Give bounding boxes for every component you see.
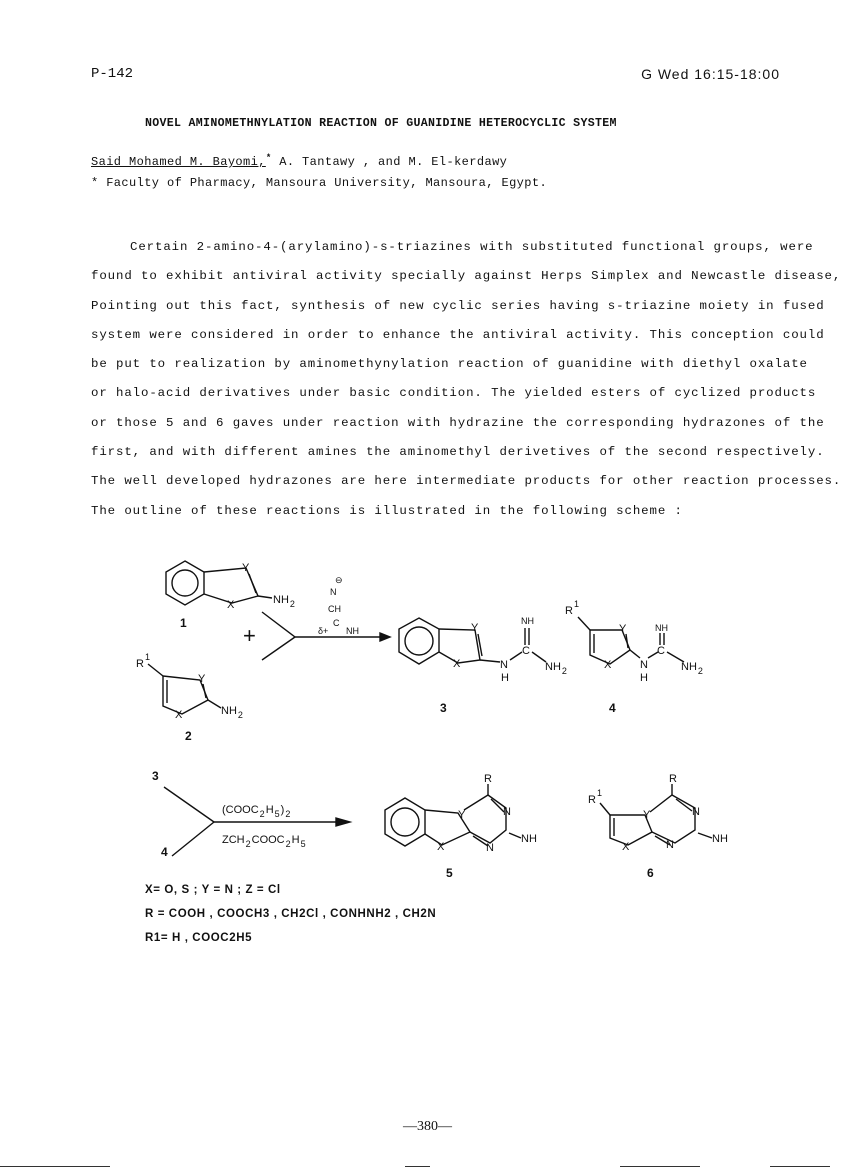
coauthors: A. Tantawy , and M. El-kerdawy bbox=[271, 155, 508, 169]
reagent-charge: δ+ bbox=[318, 626, 329, 636]
body-line: or halo-acid derivatives under basic condition. The yielded esters of cyclized products bbox=[91, 386, 817, 401]
reagent-atom: CH bbox=[328, 604, 341, 614]
compound-label-6: 6 bbox=[647, 866, 654, 880]
subscript: 5 bbox=[300, 839, 306, 849]
body-line: Certain 2-amino-4-(arylamino)-s-triazines with substituted functional groups, were bbox=[130, 240, 814, 254]
body-line: Pointing out this fact, synthesis of new cyclic series having s-triazine moiety in fused bbox=[91, 298, 825, 313]
atom-y: Y bbox=[643, 809, 651, 821]
affiliation-mark: * bbox=[265, 153, 272, 163]
group-r: R bbox=[484, 773, 492, 785]
group-r1 bbox=[136, 652, 150, 670]
subscript: 2 bbox=[561, 666, 567, 676]
group-text: R bbox=[565, 605, 573, 617]
compound-4-structure bbox=[565, 599, 703, 715]
reagent-haloester bbox=[222, 834, 306, 849]
body-line: system were considered in order to enhance the antiviral activity. This conception could bbox=[91, 327, 825, 342]
group-nh: NH bbox=[712, 833, 728, 845]
paper-title: NOVEL AMINOMETHNYLATION REACTION OF GUANIDINE HETEROCYCLIC SYSTEM bbox=[145, 117, 617, 130]
body-line: be put to realization by aminomethynylation reaction of guanidine with diethyl oxalate bbox=[91, 357, 808, 372]
subscript: 2 bbox=[285, 809, 291, 819]
atom-y: Y bbox=[471, 622, 479, 634]
subscript: 5 bbox=[274, 809, 280, 819]
reagent-atom: N bbox=[330, 587, 337, 597]
atom-c: C bbox=[522, 645, 530, 657]
group-text: R bbox=[136, 658, 144, 670]
reagent-group: NH bbox=[346, 626, 359, 636]
abstract-code: P-142 bbox=[91, 66, 134, 82]
body-line: The well developed hydrazones are here intermediate products for other reaction processes. bbox=[91, 474, 842, 489]
subscript: 2 bbox=[289, 599, 295, 609]
group-text: NH bbox=[545, 661, 561, 673]
compound-3-structure bbox=[399, 616, 567, 715]
reagent-charge: ⊖ bbox=[335, 575, 343, 585]
plus-sign: + bbox=[243, 623, 256, 648]
group-nh2 bbox=[545, 661, 567, 676]
body-line: first, and with different amines the aminomethyl derivetives of the second respectively. bbox=[91, 445, 825, 460]
atom-h: H bbox=[501, 672, 509, 684]
page-number: —380— bbox=[403, 1119, 452, 1134]
group-nh: NH bbox=[521, 616, 534, 626]
atom-y: Y bbox=[458, 809, 466, 821]
reagent-atom: C bbox=[333, 618, 340, 628]
atom-x: X bbox=[175, 709, 183, 721]
atom-n: N bbox=[640, 659, 648, 671]
compound-label-5: 5 bbox=[446, 866, 453, 880]
atom-x: X bbox=[453, 658, 461, 670]
compound-label-4: 4 bbox=[609, 701, 616, 715]
group-nh2 bbox=[273, 594, 295, 609]
body-line: found to exhibit antiviral activity specially against Herps Simplex and Newcastle disease, bbox=[91, 269, 842, 284]
scan-edge-line bbox=[405, 1166, 430, 1167]
atom-x: X bbox=[437, 841, 445, 853]
atom-x: X bbox=[227, 599, 235, 611]
atom-n: N bbox=[486, 842, 494, 854]
group-nh: NH bbox=[521, 833, 537, 845]
reactant-label-4: 4 bbox=[161, 845, 168, 859]
reagent-part: COOC bbox=[251, 834, 285, 846]
atom-n: N bbox=[500, 659, 508, 671]
atom-x: X bbox=[604, 659, 612, 671]
body-line: or those 5 and 6 gaves under reaction with hydrazine the corresponding hydrazones of the bbox=[91, 415, 825, 430]
atom-n: N bbox=[692, 806, 700, 818]
author-presenting: Said Mohamed M. Bayomi, bbox=[91, 155, 266, 169]
affiliation: * Faculty of Pharmacy, Mansoura University, Mansoura, Egypt. bbox=[91, 176, 548, 190]
reagent-part: (COOC bbox=[222, 804, 259, 816]
group-text: R bbox=[588, 794, 596, 806]
reagent-diethyl-oxalate bbox=[222, 804, 290, 819]
legend-r: R = COOH , COOCH3 , CH2Cl , CONHNH2 , CH2N bbox=[145, 908, 437, 920]
superscript: 1 bbox=[573, 599, 579, 609]
atom-h: H bbox=[640, 672, 648, 684]
group-text: NH bbox=[681, 661, 697, 673]
reaction-arrow-2 bbox=[152, 769, 350, 859]
subscript: 2 bbox=[259, 809, 265, 819]
subscript: 2 bbox=[697, 666, 703, 676]
group-nh: NH bbox=[655, 623, 668, 633]
superscript: 1 bbox=[596, 788, 602, 798]
compound-6-structure bbox=[588, 773, 728, 880]
group-r1 bbox=[565, 599, 579, 617]
scan-edge-line bbox=[770, 1166, 830, 1167]
atom-y: Y bbox=[619, 623, 627, 635]
atom-c: C bbox=[657, 645, 665, 657]
subscript: 2 bbox=[285, 839, 291, 849]
group-nh2 bbox=[681, 661, 703, 676]
legend-r1: R1= H , COOC2H5 bbox=[145, 932, 253, 944]
reagent-part: ) bbox=[280, 804, 285, 816]
group-r: R bbox=[669, 773, 677, 785]
session-time: G Wed 16:15-18:00 bbox=[641, 66, 780, 82]
reactant-label-3: 3 bbox=[152, 769, 159, 783]
scan-edge-line bbox=[0, 1166, 110, 1167]
compound-1-structure bbox=[166, 561, 295, 630]
reagent-part: H bbox=[265, 804, 274, 816]
scan-edge-line bbox=[620, 1166, 700, 1167]
compound-5-structure bbox=[385, 773, 537, 880]
legend-x-y-z: X= O, S ; Y = N ; Z = Cl bbox=[145, 884, 281, 896]
subscript: 2 bbox=[245, 839, 251, 849]
group-text: NH bbox=[273, 594, 289, 606]
atom-y: Y bbox=[242, 562, 250, 574]
reaction-arrow-1 bbox=[262, 575, 390, 660]
compound-2-structure bbox=[136, 652, 243, 743]
atom-y: Y bbox=[198, 673, 206, 685]
atom-n: N bbox=[666, 839, 674, 851]
atom-x: X bbox=[622, 841, 630, 853]
reagent-part: ZCH bbox=[222, 834, 245, 846]
group-text: NH bbox=[221, 705, 237, 717]
compound-label-2: 2 bbox=[185, 729, 192, 743]
compound-label-1: 1 bbox=[180, 616, 187, 630]
superscript: 1 bbox=[144, 652, 150, 662]
reagent-part: H bbox=[291, 834, 300, 846]
atom-n: N bbox=[503, 806, 511, 818]
group-nh2 bbox=[221, 705, 243, 720]
body-line: The outline of these reactions is illustrated in the following scheme : bbox=[91, 503, 683, 518]
compound-label-3: 3 bbox=[440, 701, 447, 715]
subscript: 2 bbox=[237, 710, 243, 720]
